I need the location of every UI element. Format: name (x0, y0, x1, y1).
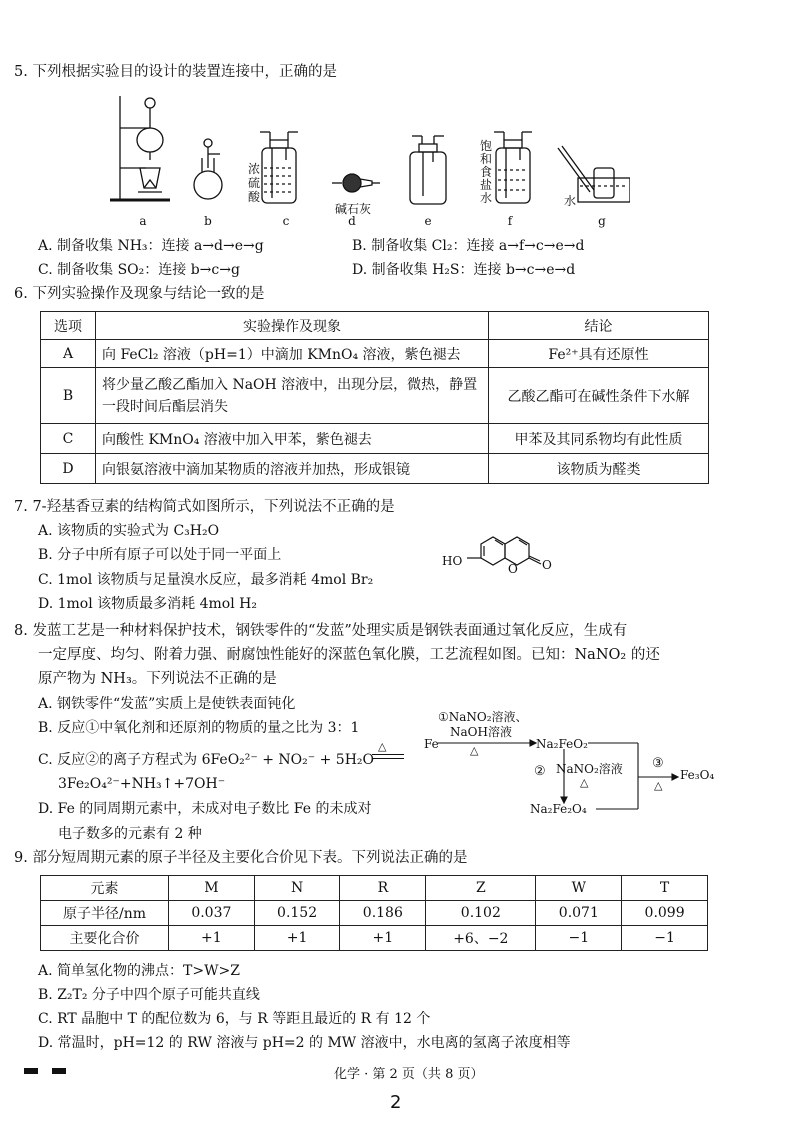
reagent-water: 水 (563, 194, 576, 208)
flow-na2feo2: Na₂FeO₂ (536, 737, 588, 751)
q7-stem: 7. 7-羟基香豆素的结构简式如图所示，下列说法不正确的是 (14, 499, 395, 515)
flow-step1-delta: △ (470, 744, 479, 757)
reagent-soda-lime: 碱石灰 (334, 202, 371, 216)
apparatus-b-label: b (204, 214, 212, 228)
reagent-conc-sulfuric-acid: 浓 硫 酸 (247, 162, 260, 204)
apparatus-f (494, 132, 532, 203)
q6-table (40, 311, 709, 484)
q8-option-a: A. 钢铁零件“发蓝”实质上是使铁表面钝化 (38, 696, 296, 712)
q9-table (40, 875, 708, 951)
page-number: 2 (390, 1092, 402, 1113)
table-row: A 向 FeCl₂ 溶液（pH=1）中滴加 KMnO₄ 溶液，紫色褪去 Fe²⁺具有还原性 (41, 340, 709, 368)
apparatus-g-label: g (598, 214, 606, 228)
q6-header-operation: 实验操作及现象 (96, 312, 489, 340)
apparatus-a-label: a (139, 214, 147, 228)
print-mark (52, 1068, 66, 1074)
q9-option-a: A. 简单氢化物的沸点：T>W>Z (38, 963, 240, 979)
apparatus-d (332, 174, 380, 192)
apparatus-a (110, 96, 170, 200)
q5-option-d: D. 制备收集 H₂S：连接 b→c→e→d (352, 262, 576, 278)
table-row: D 向银氨溶液中滴加某物质的溶液并加热，形成银镜 该物质为醛类 (41, 454, 709, 484)
apparatus-e (410, 136, 446, 204)
table-row: 元素 M N R Z W T (41, 876, 708, 901)
apparatus-c (260, 132, 298, 203)
reagent-saturated-brine: 饱 和 食 盐 水 (479, 139, 492, 205)
table-row: C 向酸性 KMnO₄ 溶液中加入甲苯，紫色褪去 甲苯及其同系物均有此性质 (41, 424, 709, 454)
q5-stem: 5. 下列根据实验目的设计的装置连接中，正确的是 (14, 64, 337, 80)
q8-option-d-line2: 电子数多的元素有 2 种 (58, 826, 202, 842)
apparatus-e-label: e (424, 214, 432, 228)
flow-fe3o4: Fe₃O₄ (680, 768, 715, 782)
table-row: 原子半径/nm 0.037 0.152 0.186 0.102 0.071 0.099 (41, 901, 708, 926)
q5-option-a: A. 制备收集 NH₃：连接 a→d→e→g (38, 238, 264, 254)
q9-option-d: D. 常温时，pH=12 的 RW 溶液与 pH=2 的 MW 溶液中，水电离的氢离子浓度相等 (38, 1035, 571, 1051)
q8-option-c-line1: C. 反应②的离子方程式为 6FeO₂²⁻ + NO₂⁻ + 5H₂O (38, 752, 374, 768)
q6-header-conclusion: 结论 (489, 312, 709, 340)
q5-option-c: C. 制备收集 SO₂：连接 b→c→g (38, 262, 240, 278)
table-row: B 将少量乙酸乙酯加入 NaOH 溶液中，出现分层，微热，静置一段时间后酯层消失 乙酸乙酯可在碱性条件下水解 (41, 368, 709, 424)
q7-option-d: D. 1mol 该物质最多消耗 4mol H₂ (38, 596, 257, 612)
q8-option-b: B. 反应①中氧化剂和还原剂的物质的量之比为 3：1 (38, 720, 360, 736)
q7-option-b: B. 分子中所有原子可以处于同一平面上 (38, 547, 282, 563)
print-mark (24, 1068, 38, 1074)
flow-step1-reagent1: ①NaNO₂溶液、 (438, 710, 528, 724)
q9-option-c: C. RT 晶胞中 T 的配位数为 6，与 R 等距且最近的 R 有 12 个 (38, 1011, 431, 1027)
q8-stem-line1: 8. 发蓝工艺是一种材料保护技术，钢铁零件的“发蓝”处理实质是钢铁表面通过氧化反应，生成有 (14, 623, 628, 639)
q6-header-option: 选项 (41, 312, 96, 340)
q7-option-a: A. 该物质的实验式为 C₃H₂O (38, 523, 220, 539)
page-label: 化学 · 第 2 页（共 8 页） (334, 1067, 484, 1082)
flow-fe: Fe (424, 737, 439, 751)
flow-step2-num: ② (534, 764, 546, 779)
flow-step3-delta: △ (654, 779, 663, 792)
coumarin-ring-o: O (508, 562, 518, 576)
q9-option-b: B. Z₂T₂ 分子中四个原子可能共直线 (38, 987, 260, 1003)
q8-option-d-line1: D. Fe 的同周期元素中，未成对电子数比 Fe 的未成对 (38, 801, 372, 817)
flow-step2-delta: △ (580, 776, 589, 789)
flow-na2fe2o4: Na₂Fe₂O₄ (530, 802, 587, 816)
flow-step2-reagent: NaNO₂溶液 (556, 762, 623, 776)
q6-stem: 6. 下列实验操作及现象与结论一致的是 (14, 286, 265, 302)
q7-option-c: C. 1mol 该物质与足量溴水反应，最多消耗 4mol Br₂ (38, 572, 374, 588)
equals-sign (372, 754, 404, 759)
apparatus-c-label: c (282, 214, 290, 228)
apparatus-b (194, 139, 222, 199)
table-row: 主要化合价 +1 +1 +1 +6、−2 −1 −1 (41, 926, 708, 951)
q8-option-c-condition: △ (378, 740, 387, 753)
q8-stem-line2: 一定厚度、均匀、附着力强、耐腐蚀性能好的深蓝色氧化膜，工艺流程如图。已知：NaNO₂ 的还 (38, 647, 660, 663)
q5-option-b: B. 制备收集 Cl₂：连接 a→f→c→e→d (352, 238, 585, 254)
apparatus-f-label: f (507, 214, 513, 228)
flow-step3-num: ③ (652, 756, 664, 771)
q8-option-c-line2: 3Fe₂O₄²⁻+NH₃↑+7OH⁻ (58, 776, 226, 792)
coumarin-ho: HO (442, 554, 463, 568)
apparatus-d-label: d (348, 214, 356, 228)
coumarin-carbonyl-o: O (542, 558, 552, 572)
q9-stem: 9. 部分短周期元素的原子半径及主要化合价见下表。下列说法正确的是 (14, 850, 468, 866)
flow-step1-reagent2: NaOH溶液 (450, 725, 512, 739)
q8-stem-line3: 原产物为 NH₃。下列说法不正确的是 (38, 671, 277, 687)
